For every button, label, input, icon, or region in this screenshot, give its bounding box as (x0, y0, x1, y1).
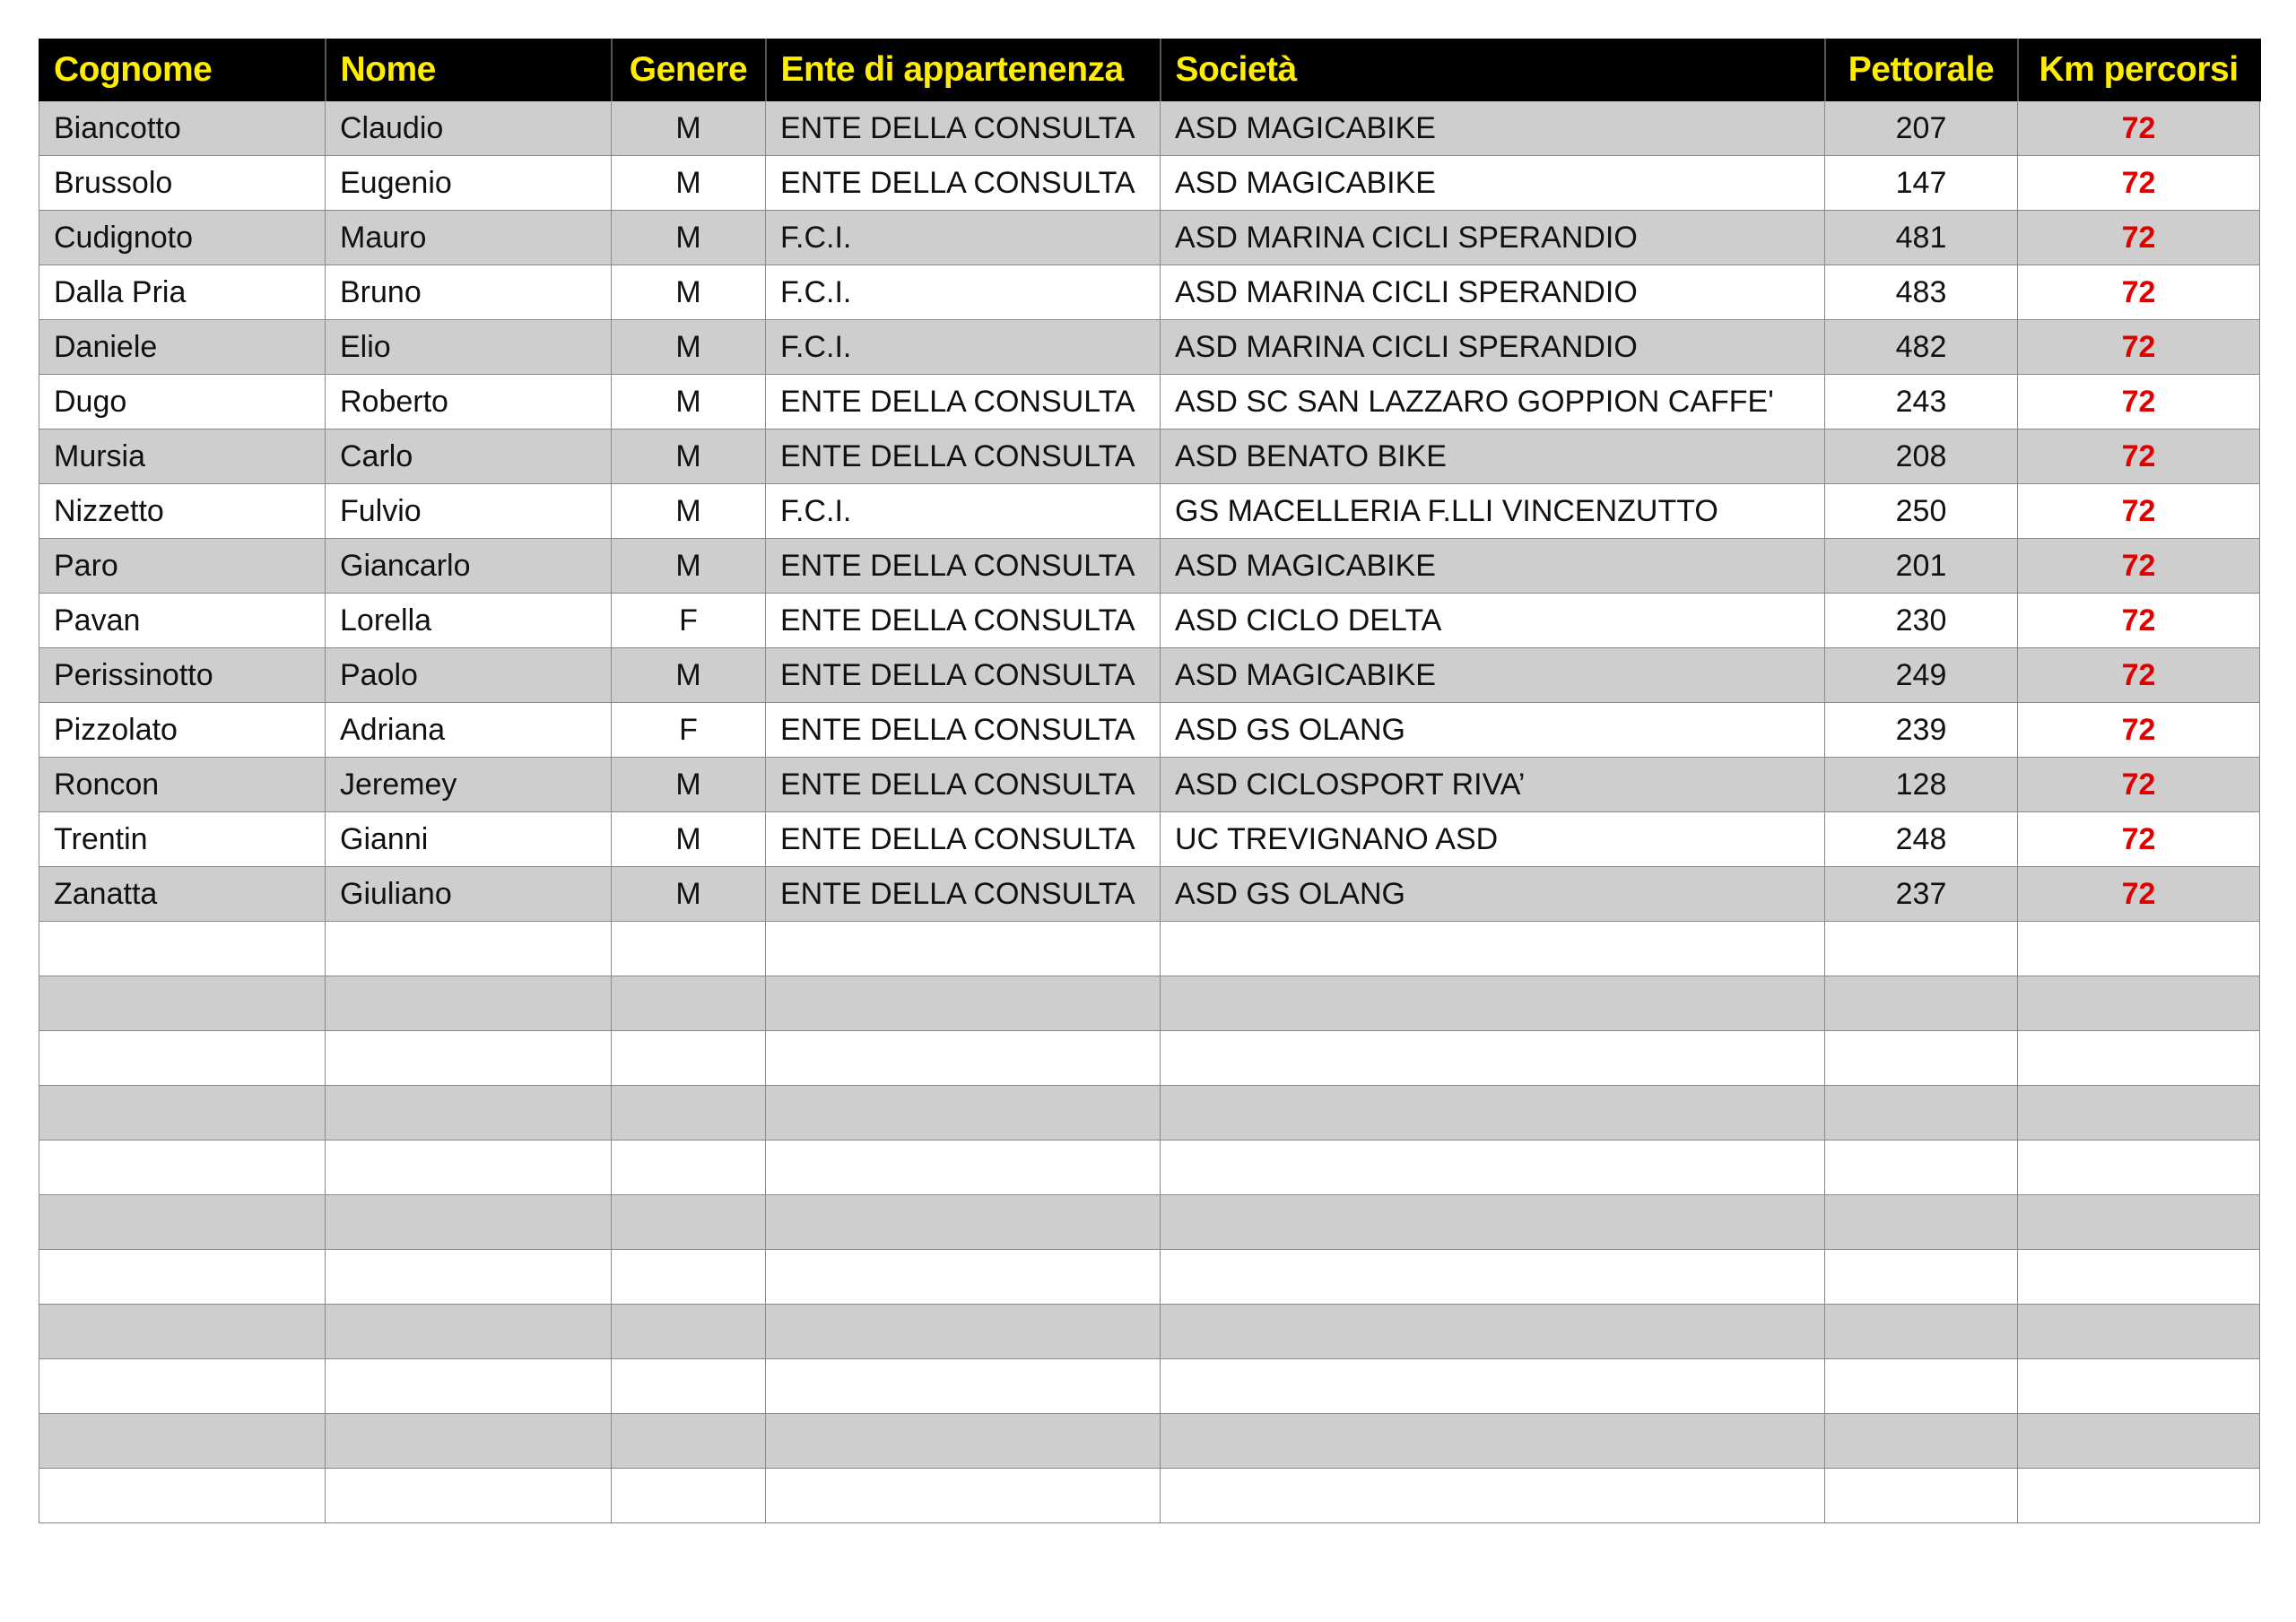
cell-genere: M (612, 812, 766, 867)
cell-ente (766, 976, 1161, 1031)
table-row (39, 922, 2260, 976)
cell-km: 72 (2018, 812, 2260, 867)
cell-cognome (39, 1305, 326, 1359)
header-genere: Genere (612, 39, 766, 101)
header-ente: Ente di appartenenza (766, 39, 1161, 101)
cell-nome: Claudio (326, 101, 612, 156)
table-row (39, 648, 2260, 703)
cell-genere (612, 1195, 766, 1250)
cell-km (2018, 1031, 2260, 1086)
table-row (39, 429, 2260, 484)
cell-cognome (39, 976, 326, 1031)
cell-pettorale: 248 (1825, 812, 2018, 867)
cell-nome: Gianni (326, 812, 612, 867)
cell-societa (1161, 1250, 1825, 1305)
cell-societa (1161, 922, 1825, 976)
cell-km: 72 (2018, 320, 2260, 375)
cell-pettorale: 243 (1825, 375, 2018, 429)
cell-pettorale: 207 (1825, 101, 2018, 156)
cell-km: 72 (2018, 429, 2260, 484)
cell-nome (326, 1250, 612, 1305)
cell-nome (326, 1086, 612, 1141)
cell-societa: ASD MAGICABIKE (1161, 539, 1825, 594)
cell-pettorale: 208 (1825, 429, 2018, 484)
cell-genere (612, 922, 766, 976)
cell-ente: F.C.I. (766, 484, 1161, 539)
cell-km: 72 (2018, 375, 2260, 429)
table-row (39, 156, 2260, 211)
cell-societa: ASD BENATO BIKE (1161, 429, 1825, 484)
cell-genere: M (612, 375, 766, 429)
table-row (39, 539, 2260, 594)
cell-nome: Mauro (326, 211, 612, 265)
cell-km: 72 (2018, 867, 2260, 922)
cell-cognome (39, 1359, 326, 1414)
cell-nome (326, 1414, 612, 1469)
cell-genere: M (612, 429, 766, 484)
cell-km (2018, 1086, 2260, 1141)
cell-ente: ENTE DELLA CONSULTA (766, 539, 1161, 594)
table-row (39, 812, 2260, 867)
cell-cognome: Pavan (39, 594, 326, 648)
cell-societa: ASD MARINA CICLI SPERANDIO (1161, 211, 1825, 265)
cell-societa (1161, 1305, 1825, 1359)
cell-ente: ENTE DELLA CONSULTA (766, 594, 1161, 648)
cell-nome: Lorella (326, 594, 612, 648)
cell-genere: M (612, 101, 766, 156)
header-row (39, 39, 2260, 101)
cell-societa: UC TREVIGNANO ASD (1161, 812, 1825, 867)
cell-cognome (39, 1250, 326, 1305)
cell-cognome (39, 922, 326, 976)
cell-societa (1161, 976, 1825, 1031)
cell-cognome: Roncon (39, 758, 326, 812)
cell-genere (612, 1250, 766, 1305)
cell-societa: ASD MARINA CICLI SPERANDIO (1161, 320, 1825, 375)
cell-ente: ENTE DELLA CONSULTA (766, 375, 1161, 429)
cell-nome: Adriana (326, 703, 612, 758)
cell-nome: Eugenio (326, 156, 612, 211)
cell-km (2018, 922, 2260, 976)
cell-pettorale: 482 (1825, 320, 2018, 375)
cell-ente: F.C.I. (766, 320, 1161, 375)
cell-ente: ENTE DELLA CONSULTA (766, 703, 1161, 758)
cell-genere: M (612, 484, 766, 539)
header-societa: Società (1161, 39, 1825, 101)
cell-genere (612, 1414, 766, 1469)
cell-km (2018, 1305, 2260, 1359)
cell-km: 72 (2018, 211, 2260, 265)
cell-ente (766, 1359, 1161, 1414)
cell-nome: Carlo (326, 429, 612, 484)
table-row (39, 1250, 2260, 1305)
cell-cognome: Nizzetto (39, 484, 326, 539)
table-body (39, 101, 2260, 1523)
table-row (39, 1469, 2260, 1523)
cell-societa (1161, 1359, 1825, 1414)
cell-cognome: Mursia (39, 429, 326, 484)
cell-ente: F.C.I. (766, 211, 1161, 265)
table-row (39, 1195, 2260, 1250)
cell-km: 72 (2018, 648, 2260, 703)
cell-ente: ENTE DELLA CONSULTA (766, 429, 1161, 484)
cell-ente (766, 1031, 1161, 1086)
cell-societa (1161, 1031, 1825, 1086)
cell-km (2018, 1414, 2260, 1469)
cell-pettorale (1825, 1305, 2018, 1359)
cell-pettorale: 239 (1825, 703, 2018, 758)
cell-nome (326, 1469, 612, 1523)
header-nome: Nome (326, 39, 612, 101)
cell-nome (326, 1141, 612, 1195)
cell-genere (612, 1031, 766, 1086)
cell-km: 72 (2018, 758, 2260, 812)
cell-km (2018, 1469, 2260, 1523)
cell-ente (766, 1250, 1161, 1305)
cell-ente: ENTE DELLA CONSULTA (766, 156, 1161, 211)
table-row (39, 211, 2260, 265)
cell-cognome (39, 1031, 326, 1086)
cell-ente: ENTE DELLA CONSULTA (766, 867, 1161, 922)
cell-cognome: Dalla Pria (39, 265, 326, 320)
cell-km: 72 (2018, 484, 2260, 539)
cell-cognome: Dugo (39, 375, 326, 429)
cell-cognome: Brussolo (39, 156, 326, 211)
table-row (39, 703, 2260, 758)
cell-pettorale (1825, 976, 2018, 1031)
participants-table (39, 39, 2261, 1523)
cell-pettorale: 201 (1825, 539, 2018, 594)
table-row (39, 1359, 2260, 1414)
cell-nome: Elio (326, 320, 612, 375)
header-cognome: Cognome (39, 39, 326, 101)
cell-societa (1161, 1414, 1825, 1469)
cell-km: 72 (2018, 265, 2260, 320)
cell-pettorale: 249 (1825, 648, 2018, 703)
cell-genere: F (612, 703, 766, 758)
cell-pettorale: 481 (1825, 211, 2018, 265)
cell-nome (326, 922, 612, 976)
cell-cognome: Zanatta (39, 867, 326, 922)
cell-societa: GS MACELLERIA F.LLI VINCENZUTTO (1161, 484, 1825, 539)
cell-cognome: Biancotto (39, 101, 326, 156)
cell-societa (1161, 1086, 1825, 1141)
cell-cognome: Trentin (39, 812, 326, 867)
cell-pettorale (1825, 1469, 2018, 1523)
cell-societa (1161, 1469, 1825, 1523)
cell-genere (612, 1086, 766, 1141)
cell-km: 72 (2018, 703, 2260, 758)
cell-cognome: Paro (39, 539, 326, 594)
cell-genere: M (612, 539, 766, 594)
cell-nome: Jeremey (326, 758, 612, 812)
cell-cognome (39, 1414, 326, 1469)
table-row (39, 976, 2260, 1031)
cell-pettorale: 230 (1825, 594, 2018, 648)
cell-societa: ASD CICLO DELTA (1161, 594, 1825, 648)
cell-societa (1161, 1195, 1825, 1250)
cell-genere (612, 1359, 766, 1414)
cell-cognome: Daniele (39, 320, 326, 375)
cell-ente (766, 1305, 1161, 1359)
cell-cognome (39, 1469, 326, 1523)
cell-km (2018, 1195, 2260, 1250)
cell-genere (612, 1141, 766, 1195)
cell-km: 72 (2018, 101, 2260, 156)
table-row (39, 101, 2260, 156)
cell-societa: ASD CICLOSPORT RIVA’ (1161, 758, 1825, 812)
cell-societa: ASD MAGICABIKE (1161, 648, 1825, 703)
cell-nome: Giancarlo (326, 539, 612, 594)
cell-ente: ENTE DELLA CONSULTA (766, 101, 1161, 156)
table-row (39, 1141, 2260, 1195)
cell-genere: M (612, 758, 766, 812)
cell-km (2018, 1250, 2260, 1305)
cell-nome: Giuliano (326, 867, 612, 922)
table-row (39, 1305, 2260, 1359)
table-row (39, 594, 2260, 648)
cell-pettorale (1825, 1359, 2018, 1414)
header-km: Km percorsi (2018, 39, 2260, 101)
cell-genere: M (612, 320, 766, 375)
cell-pettorale (1825, 1086, 2018, 1141)
cell-cognome (39, 1141, 326, 1195)
cell-societa: ASD GS OLANG (1161, 867, 1825, 922)
cell-km (2018, 1359, 2260, 1414)
cell-pettorale (1825, 1195, 2018, 1250)
table-row (39, 375, 2260, 429)
cell-genere: M (612, 211, 766, 265)
table-header (39, 39, 2260, 101)
cell-genere: F (612, 594, 766, 648)
cell-genere: M (612, 648, 766, 703)
table-row (39, 265, 2260, 320)
cell-pettorale (1825, 1031, 2018, 1086)
cell-genere (612, 976, 766, 1031)
cell-nome (326, 1305, 612, 1359)
cell-genere: M (612, 156, 766, 211)
cell-km (2018, 1141, 2260, 1195)
cell-km: 72 (2018, 156, 2260, 211)
cell-ente (766, 1469, 1161, 1523)
cell-genere: M (612, 867, 766, 922)
cell-ente (766, 1086, 1161, 1141)
table-row (39, 484, 2260, 539)
cell-nome: Roberto (326, 375, 612, 429)
cell-societa: ASD GS OLANG (1161, 703, 1825, 758)
cell-genere (612, 1469, 766, 1523)
cell-km: 72 (2018, 539, 2260, 594)
cell-km: 72 (2018, 594, 2260, 648)
cell-cognome (39, 1195, 326, 1250)
table-row (39, 867, 2260, 922)
cell-pettorale (1825, 922, 2018, 976)
cell-ente (766, 1141, 1161, 1195)
header-pettorale: Pettorale (1825, 39, 2018, 101)
table-row (39, 1086, 2260, 1141)
cell-pettorale: 128 (1825, 758, 2018, 812)
cell-ente (766, 922, 1161, 976)
cell-cognome (39, 1086, 326, 1141)
cell-ente: ENTE DELLA CONSULTA (766, 758, 1161, 812)
cell-societa: ASD SC SAN LAZZARO GOPPION CAFFE' (1161, 375, 1825, 429)
cell-pettorale (1825, 1250, 2018, 1305)
cell-pettorale: 250 (1825, 484, 2018, 539)
table-row (39, 320, 2260, 375)
cell-ente (766, 1195, 1161, 1250)
cell-nome (326, 1195, 612, 1250)
cell-pettorale (1825, 1141, 2018, 1195)
cell-societa: ASD MARINA CICLI SPERANDIO (1161, 265, 1825, 320)
cell-cognome: Perissinotto (39, 648, 326, 703)
cell-ente: ENTE DELLA CONSULTA (766, 648, 1161, 703)
cell-km (2018, 976, 2260, 1031)
cell-ente: F.C.I. (766, 265, 1161, 320)
cell-societa: ASD MAGICABIKE (1161, 156, 1825, 211)
table-row (39, 1414, 2260, 1469)
cell-nome: Fulvio (326, 484, 612, 539)
table-row (39, 1031, 2260, 1086)
cell-nome (326, 1359, 612, 1414)
cell-cognome: Cudignoto (39, 211, 326, 265)
cell-ente (766, 1414, 1161, 1469)
cell-pettorale: 147 (1825, 156, 2018, 211)
cell-genere (612, 1305, 766, 1359)
cell-pettorale: 483 (1825, 265, 2018, 320)
cell-nome (326, 1031, 612, 1086)
table-row (39, 758, 2260, 812)
cell-pettorale (1825, 1414, 2018, 1469)
cell-cognome: Pizzolato (39, 703, 326, 758)
cell-nome: Bruno (326, 265, 612, 320)
cell-nome: Paolo (326, 648, 612, 703)
cell-ente: ENTE DELLA CONSULTA (766, 812, 1161, 867)
cell-genere: M (612, 265, 766, 320)
cell-societa: ASD MAGICABIKE (1161, 101, 1825, 156)
cell-nome (326, 976, 612, 1031)
cell-pettorale: 237 (1825, 867, 2018, 922)
cell-societa (1161, 1141, 1825, 1195)
